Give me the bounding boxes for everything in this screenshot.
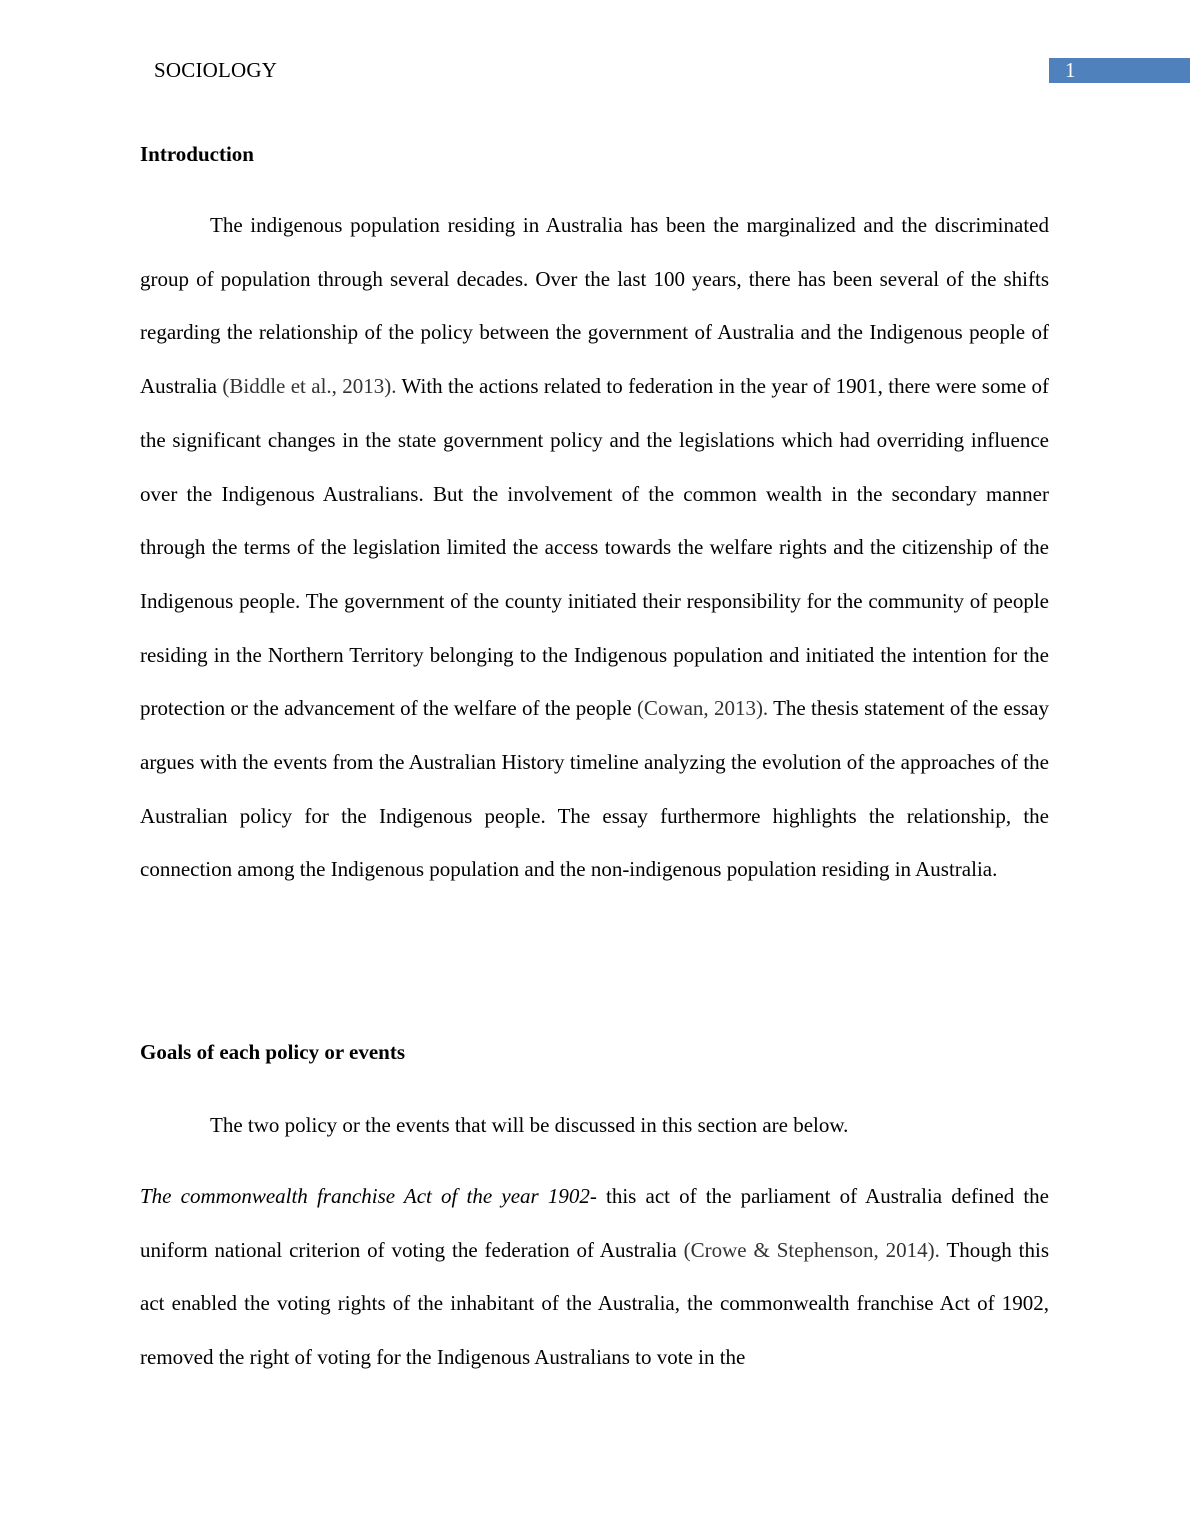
franchise-act-text-part-1: - this act of the parliament of Australia defined the uniform national criterion of voting the federation of Australia bbox=[140, 1184, 1050, 1262]
intro-text-part-3: The thesis statement of the essay argues with the events from the Australian History timeline analyzing the evolution of the approaches of the Australian policy for the Indigenous people. The essay furthermore highlights the relationship, the connection among the Indigenous population and the non-indigenous population residing in Australia. bbox=[140, 696, 1049, 882]
intro-text-part-1: The indigenous population residing in Australia has been the marginalized and the discriminated group of population through several decades. Over the last 100 years, there has been several of the shifts regarding the relationship of the policy between the government of Australia and the Indigenous people of Australia bbox=[140, 213, 1049, 399]
citation-crowe-stephenson: (Crowe & Stephenson, 2014). bbox=[683, 1237, 940, 1262]
franchise-act-text-part-2: Though this act enabled the voting rights of the inhabitant of the Australia, the commonwealth franchise Act of 1902, removed the right of voting for the Indigenous Australians to vote in the bbox=[140, 1237, 1049, 1370]
introduction-heading: Introduction bbox=[140, 142, 254, 166]
page-number-badge bbox=[1049, 58, 1190, 83]
goals-lead-sentence: The two policy or the events that will be discussed in this section are below. bbox=[210, 1113, 849, 1137]
intro-text-part-2: With the actions related to federation in the year of 1901, there were some of the significant changes in the state government policy and the legislations which had overriding influence over the Indigenous Australians. But the involvement of the common wealth in the secondary manner through the terms of the legislation limited the access towards the welfare rights and the citizenship of the Indigenous people. The government of the county initiated their responsibility for the community of people residing in the Northern Territory belonging to the Indigenous population and initiated the intention for the protection or the advancement of the welfare of the people bbox=[140, 374, 1049, 721]
introduction-paragraph bbox=[140, 199, 1049, 897]
goals-heading: Goals of each policy or events bbox=[140, 1040, 406, 1064]
running-header-title: SOCIOLOGY bbox=[154, 58, 278, 82]
franchise-act-title: The commonwealth franchise Act of the year 1902 bbox=[140, 1184, 590, 1208]
citation-cowan: (Cowan, 2013). bbox=[636, 696, 769, 721]
page-number: 1 bbox=[1065, 58, 1076, 82]
citation-biddle: (Biddle et al., 2013). bbox=[222, 374, 397, 399]
franchise-act-paragraph bbox=[140, 1170, 1049, 1385]
